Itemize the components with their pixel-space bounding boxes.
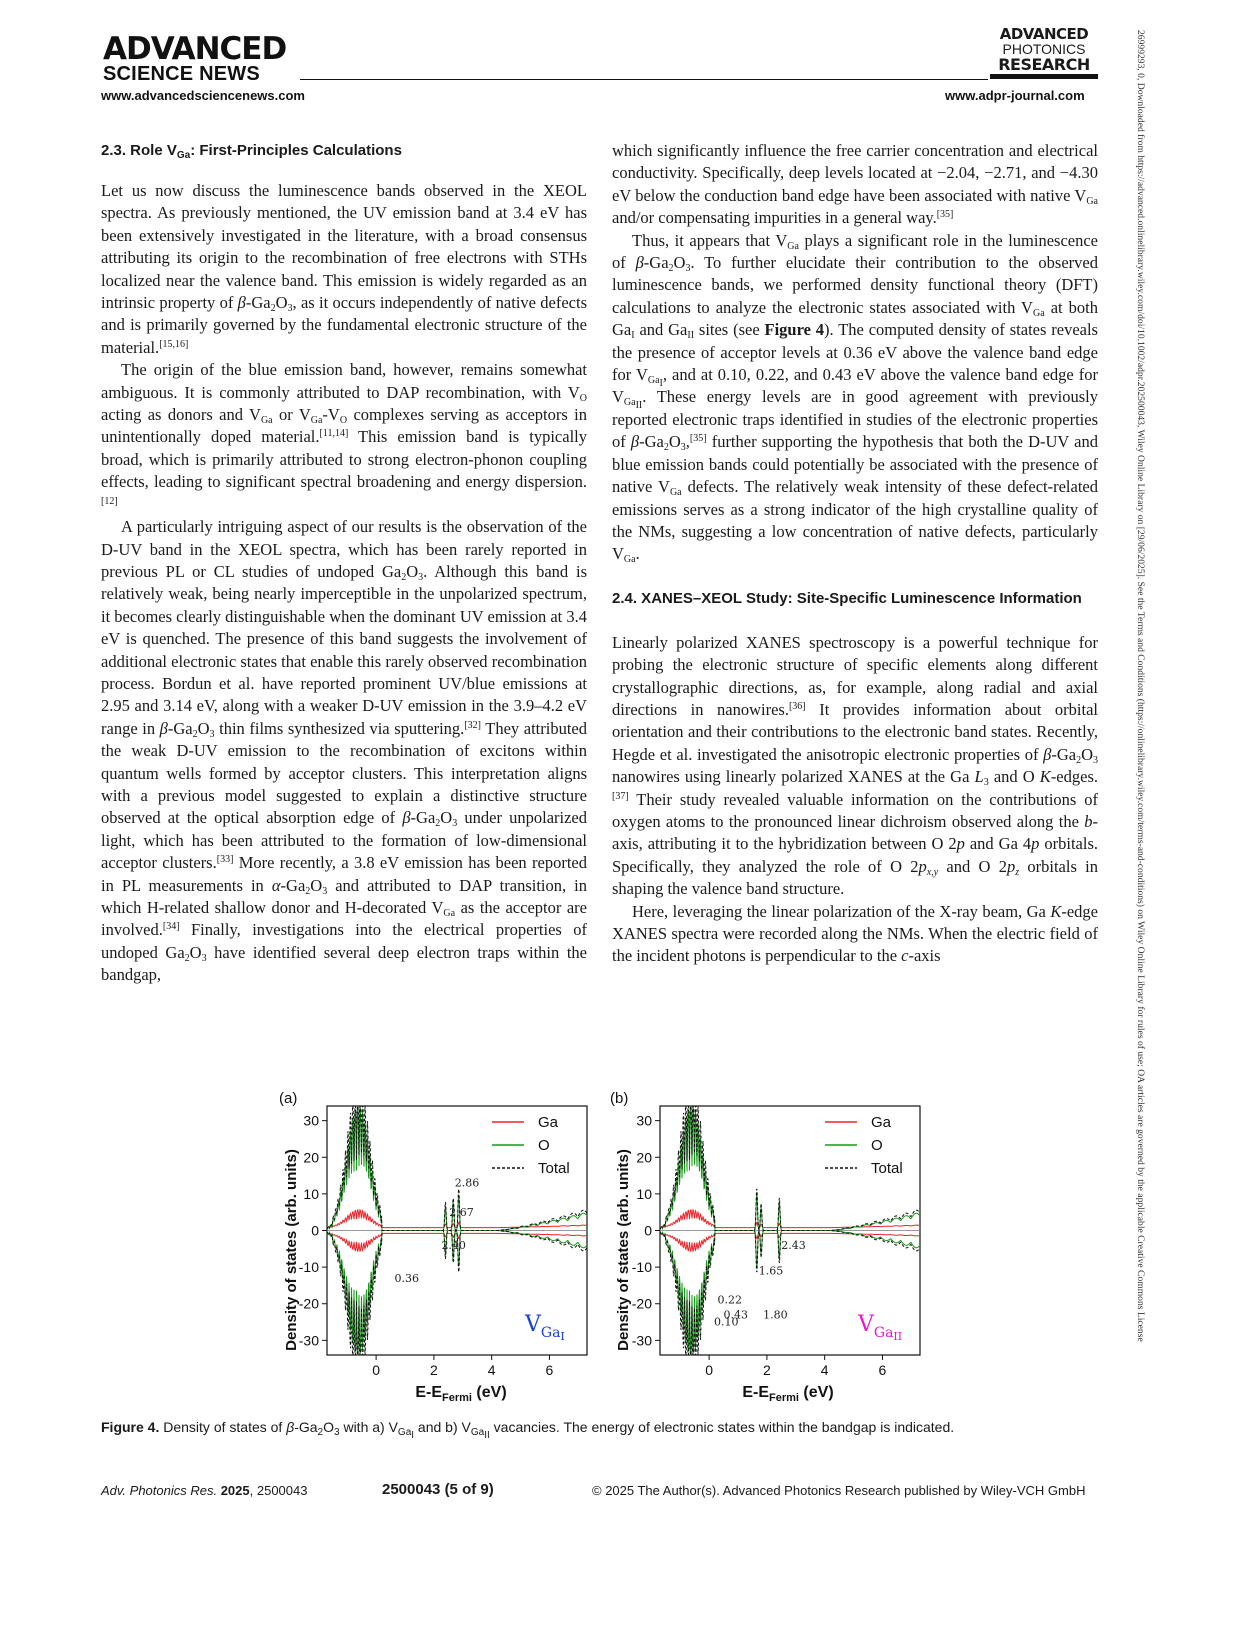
- x-tick-label: 4: [820, 1362, 829, 1378]
- figure-4-svg: [270, 1087, 970, 1405]
- legend-label: Ga: [871, 1114, 892, 1131]
- caption-label: Figure 4.: [101, 1419, 160, 1435]
- paragraph: Linearly polarized XANES spectroscopy is a powerful technique for probing the electronic structure of specific elements along different crystallographic directions, as, for example, along radial and axial directions in nanowires.[36] It provides information about orbital orientation and their contributions to the electronic band states. Recently, Hegde et al. investigated the anisotropic electronic properties of $\beta-Ga_2O_3$ nanowires using linearly polarized XANES at the Ga $L_3$ and O K-edges.[37] Their study revealed valuable information on the contributions of oxygen atoms to the pronounced linear dichroism observed along the b-axis, attributing it to the hybridization between O 2p and Ga 4p orbitals. Specifically, they analyzed the role of O $2p_{x,y}$ and O $2p_z$ orbitals in shaping the valence band structure.: [612, 632, 1099, 899]
- peak-annotation: 1.80: [763, 1308, 788, 1322]
- footer-page-number: 2500043 (5 of 9): [382, 1481, 494, 1498]
- y-tick-label: -10: [298, 1259, 319, 1276]
- legend-label: Total: [871, 1160, 903, 1177]
- paragraph: Here, leveraging the linear polarization of the X-ray beam, Ga K-edge XANES spectra were recorded along the NMs. When the electric field of the incident photons is perpendicular to the c-axis: [612, 901, 1098, 966]
- logo-line-science-news: SCIENCE NEWS: [103, 63, 260, 85]
- footer-copyright: © 2025 The Author(s). Advanced Photonics Research published by Wiley-VCH GmbH: [592, 1483, 1086, 1498]
- y-tick-label: 30: [636, 1112, 652, 1129]
- figure-4: [270, 1087, 970, 1405]
- legend-label: Total: [538, 1160, 570, 1177]
- peak-annotation: 0.22: [717, 1293, 742, 1307]
- paragraph: which significantly influence the free carrier concentration and electrical conductivity. Specifically, deep levels located at −2.04, −2.71, and −4.30 eV below the conduction band edge have been associated with native $V_{Ga}$ and/or compensating impurities in a general way.[35]: [612, 141, 1098, 228]
- y-tick-label: 10: [303, 1185, 319, 1202]
- paragraph: The origin of the blue emission band, however, remains somewhat ambiguous. It is commonly attributed to DAP recombination, with $V_O$ acting as donors and $V_{Ga}$ or $V_{Ga}-V_O$ complexes serving as acceptors in unintentionally doped material.[11,14] This emission band is typically broad, which is primarily attributed to strong electron-phonon coupling effects, leading to significant spectral broadening and energy dispersion.[12]: [101, 360, 587, 507]
- y-tick-label: -30: [298, 1332, 319, 1349]
- left-column: [101, 140, 587, 987]
- y-tick-label: -20: [631, 1295, 652, 1312]
- figure-caption: Figure 4. Density of states of $\beta-Ga_2O_3$ with a) $V_{Ga_I}$ and b) $V_{Ga_{II}}$ vacancies. The energy of electronic states within the bandgap is indicated.: [101, 1419, 955, 1441]
- x-tick-label: 4: [487, 1362, 496, 1378]
- panel-a-label: (a): [279, 1090, 298, 1107]
- x-tick-label: 0: [705, 1362, 714, 1378]
- section-heading-2-4: 2.4. XANES–XEOL Study: Site-Specific Luminescence Information: [612, 589, 1082, 607]
- logo-right-line1: ADVANCED: [999, 25, 1089, 43]
- journal-logo-right: [990, 26, 1098, 79]
- peak-annotation: 2.86: [454, 1176, 480, 1190]
- paragraph: Thus, it appears that $V_{Ga}$ plays a significant role in the luminescence of $\beta-Ga_2O_3$. To further elucidate their contribution to the observed luminescence bands, we performed density functional theory (DFT) calculations to analyze the electronic states associated with $V_{Ga}$ at both $Ga_I$ and $Ga_{II}$ sites (see Figure 4). The computed density of states reveals the presence of acceptor levels at 0.36 eV above the valence band edge for $V_{Ga_I}$, and at 0.10, 0.22, and 0.43 eV above the valence band edge for $V_{Ga_{II}}$. These energy levels are in good agreement with previously reported electronic traps identified in studies of the electronic properties of $\beta-Ga_2O_3,[35]$ further supporting the hypothesis that both the D-UV and blue emission bands could potentially be associated with the presence of native $V_{Ga}$ defects. The relatively weak intensity of these defect-related emissions serves as a strong indicator of the high crystalline quality of the NMs, suggesting a low concentration of native defects, particularly $V_{Ga}$.: [612, 230, 1098, 566]
- y-tick-label: 0: [311, 1222, 319, 1239]
- x-tick-label: 2: [429, 1362, 438, 1378]
- peak-annotation: 0.43: [723, 1308, 749, 1322]
- vacancy-label: $V_{Ga}I$: [525, 1312, 565, 1343]
- x-tick-label: 0: [372, 1362, 381, 1378]
- url-left-link[interactable]: www.advancedsciencenews.com: [101, 88, 305, 103]
- peak-annotation: 0.36: [394, 1271, 420, 1285]
- section-heading-2-3: 2.3. Role $V_{Ga}$: First-Principles Calculations: [101, 142, 402, 161]
- panel-b: [632, 1106, 920, 1378]
- url-right-link[interactable]: www.adpr-journal.com: [945, 88, 1085, 103]
- xlabel-a: $E-E_{Fermi}$ (eV): [415, 1384, 507, 1404]
- ylabel-a: Density of states (arb. units): [283, 1149, 300, 1351]
- ylabel-b: Density of states (arb. units): [615, 1149, 632, 1351]
- legend-label: O: [538, 1137, 550, 1154]
- paragraph: Let us now discuss the luminescence bands observed in the XEOL spectra. As previously mentioned, the UV emission band at 3.4 eV has been extensively investigated in the literature, with a broad consensus attributing its origin to the recombination of free electrons with STHs localized near the valence band. This emission is widely regarded as an intrinsic property of $\beta-Ga_2O_3$, as it occurs independently of native defects and is primarily governed by the fundamental electronic structure of the material.[15,16]: [101, 181, 588, 357]
- logo-right-line2: PHOTONICS: [1002, 41, 1086, 57]
- peak-annotation: 1.65: [758, 1264, 784, 1278]
- logo-right-line3: RESEARCH: [998, 55, 1090, 74]
- vacancy-label: $V_{Ga}II$: [858, 1312, 903, 1343]
- journal-logo-left: [103, 31, 313, 85]
- y-tick-label: -10: [631, 1259, 652, 1276]
- y-tick-label: 20: [303, 1149, 319, 1166]
- paragraph: A particularly intriguing aspect of our results is the observation of the D-UV band in the XEOL spectra, which has been rarely reported in previous PL or CL studies of undoped $Ga_2O_3$. Although this band is relatively weak, being nearly imperceptible in the unpolarized spectrum, it becomes clearly distinguishable when the dominant UV emission at 3.4 eV is quenched. The presence of this band suggests the involvement of additional electronic states that enable this rarely observed recombination process. Bordun et al. have reported prominent UV/blue emissions at 2.95 and 3.14 eV, along with a weaker D-UV emission in the 3.9–4.2 eV range in $\beta-Ga_2O_3$ thin films synthesized via sputtering.[32] They attributed the weak D-UV emission to the recombination of excitons within quantum wells formed by acceptor clusters. This interpretation aligns with a previous model suggested to explain a distinctive structure observed at the optical absorption edge of $\beta-Ga_2O_3$ under unpolarized light, which has been attributed to the formation of low-dimensional acceptor clusters.[33] More recently, a 3.8 eV emission has been reported in PL measurements in $\alpha-Ga_2O_3$ and attributed to DAP transition, in which H-related shallow donor and H-decorated $V_{Ga}$ as the acceptor are involved.[34] Finally, investigations into the electrical properties of undoped $Ga_2O_3$ have identified several deep electron traps within the bandgap,: [101, 517, 588, 985]
- peak-annotation: 2.43: [781, 1238, 806, 1252]
- y-tick-label: 10: [636, 1185, 652, 1202]
- x-tick-label: 6: [545, 1362, 554, 1378]
- y-tick-label: 0: [644, 1222, 652, 1239]
- panel-b-label: (b): [610, 1090, 629, 1107]
- series-ga-up: [660, 1210, 920, 1228]
- logo-line-advanced: ADVANCED: [103, 31, 287, 67]
- footer-citation: Adv. Photonics Res. 2025, 2500043: [101, 1483, 308, 1498]
- header-rule: [300, 79, 988, 80]
- panel-a: [299, 1106, 587, 1378]
- y-tick-label: -20: [298, 1295, 319, 1312]
- x-tick-label: 2: [762, 1362, 771, 1378]
- peak-annotation: 2.40: [441, 1238, 466, 1252]
- legend-label: Ga: [538, 1114, 559, 1131]
- peak-annotation: 0.10: [714, 1315, 739, 1329]
- side-download-notice: 26999293, 0, Downloaded from https://advanced.onlinelibrary.wiley.com/doi/10.1002/adpr.202500043, Wiley Online Library on [29/06/2025]. See the Terms and Conditions (https://onlinelibrary.wiley.com/terms-and-conditions) on Wiley Online Library for rules of use; OA articles are governed by the applicable Creative Commons License: [1135, 30, 1146, 1342]
- y-tick-label: 20: [636, 1149, 652, 1166]
- legend-label: O: [871, 1137, 883, 1154]
- x-tick-label: 6: [878, 1362, 887, 1378]
- y-tick-label: 30: [303, 1112, 319, 1129]
- peak-annotation: 2.67: [449, 1205, 474, 1219]
- xlabel-b: $E-E_{Fermi}$ (eV): [742, 1384, 834, 1404]
- y-tick-label: -30: [631, 1332, 652, 1349]
- right-column: [612, 140, 1098, 968]
